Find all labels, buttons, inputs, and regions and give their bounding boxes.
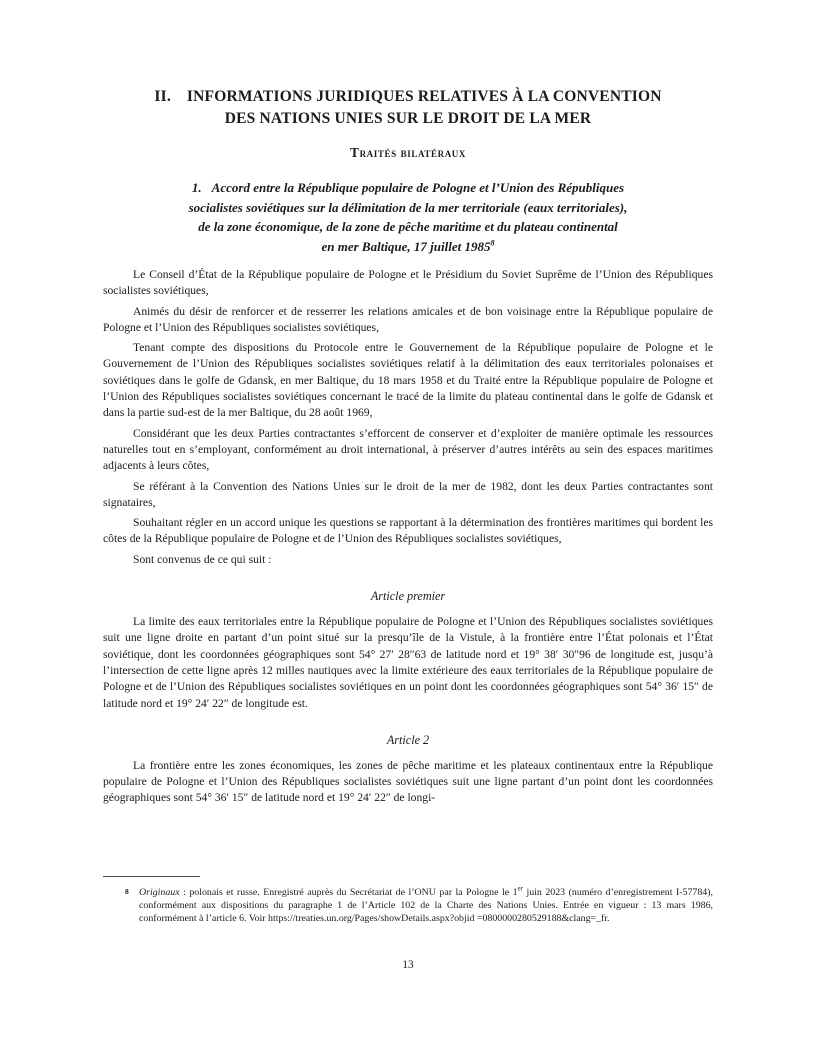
footnote <box>125 886 713 926</box>
document-title-line-1 <box>103 86 713 108</box>
article-2-paragraph: La frontière entre les zones économiques, les zones de pêche maritime et les plateaux continentaux entre la République populaire de Pologne et l’Union des Républiques socialistes soviétiques suit une ligne partant d’un point dont les coordonnées géographiques sont 54° 36′ 15″ de latitude nord et 19° 24′ 22″ de longi- <box>103 758 713 805</box>
treaty-number: 1. <box>191 180 202 195</box>
section-subtitle: Traités bilatéraux <box>349 145 467 160</box>
footnote-text-part-1: : polonais et russe. Enregistré auprès du Secrétariat de l’ONU par la Pologne le 1 <box>179 887 518 898</box>
article-1-heading: Article premier <box>370 589 446 604</box>
preamble-paragraph: Animés du désir de renforcer et de resserrer les relations amicales et de bon voisinage entre la République populaire de Pologne et l’Union des Républiques socialistes soviétiques, <box>103 304 713 334</box>
preamble-paragraph: Le Conseil d’État de la République populaire de Pologne et le Présidium du Soviet Suprême de l’Union des Républiques socialistes soviétiques, <box>103 268 713 298</box>
treaty-heading-line-1 <box>103 178 713 198</box>
preamble-paragraph: Sont convenus de ce qui suit : <box>133 552 272 566</box>
preamble-paragraph: Tenant compte des dispositions du Protocole entre le Gouvernement de la République populaire de Pologne et le Gouvernement de l’Union des Républiques socialistes soviétiques relatif à la délimitation des eaux territoriales polonaises et soviétiques dans le golfe de Gdansk, en mer Baltique, du 18 mars 1958 et du Traité entre la République populaire de Pologne et l’Union des Républiques socialistes soviétiques concernant le tracé de la limite du plateau continental dans le golfe de Gdansk et dans la partie sud-est de la mer Baltique, du 28 août 1969, <box>103 341 713 420</box>
footnote-area <box>103 876 713 926</box>
preamble-paragraph: Considérant que les deux Parties contractantes s’efforcent de conserver et d’exploiter de manière optimale les ressources naturelles tout en s’employant, conformément au droit international, à préserver d’autres intérêts au sein des espaces maritimes adjacents à leurs côtes, <box>103 426 713 473</box>
footnote-text <box>139 886 713 926</box>
article-2-heading: Article 2 <box>386 732 430 747</box>
title-text-line-1: INFORMATIONS JURIDIQUES RELATIVES À LA CONVENTION <box>186 88 662 105</box>
treaty-heading-line-3: de la zone économique, de la zone de pêche maritime et du plateau continental <box>198 219 618 234</box>
page-number: 13 <box>402 959 414 971</box>
document-title <box>103 86 713 130</box>
treaty-heading <box>103 178 713 256</box>
treaty-heading-text-4: en mer Baltique, 17 juillet 1985 <box>321 238 491 254</box>
treaty-heading-text-1: Accord entre la République populaire de Pologne et l’Union des Républiques <box>211 180 625 195</box>
footnote-date-superscript: er <box>517 884 523 893</box>
treaty-heading-line-2: socialistes soviétiques sur la délimitation de la mer territoriale (eaux territoriales), <box>188 199 628 215</box>
article-1-paragraph: La limite des eaux territoriales entre la République populaire de Pologne et l’Union des Républiques socialistes soviétiques suit une ligne droite en partant d’un point situé sur la presqu’île de la Vistule, à la frontière entre l’État polonais et l’État soviétique, dont les coordonnées géographiques sont 54° 27′ 28″63 de latitude nord et 19° 38′ 30″96 de longitude est, jusqu’à l’intersection de cette ligne après 12 milles nautiques avec la limite extérieure des eaux territoriales de la République populaire de Pologne et de l’Union des Républiques socialistes soviétiques en un point dont les coordonnées géographiques sont 54° 36′ 15″ de latitude nord et 19° 24′ 22″ de longitude est. <box>103 615 713 710</box>
footnote-reference-marker: 8 <box>490 238 495 248</box>
footnote-separator <box>103 876 200 877</box>
preamble-paragraph: Se référant à la Convention des Nations Unies sur le droit de la mer de 1982, dont les deux Parties contractantes sont signataires, <box>103 479 713 509</box>
footnote-origin-label: Originaux <box>139 887 180 898</box>
footnote-marker: 8 <box>125 887 129 896</box>
preamble-paragraph: Souhaitant régler en un accord unique les questions se rapportant à la détermination des frontières maritimes qui bordent les côtes de la République populaire de Pologne et de l’Union des Républiques socialistes soviétiques, <box>103 516 713 546</box>
footnote-text-part-2: juin 2023 (numéro d’enregistrement I-57784), conformément aux dispositions du paragraphe 1 de l’Article 102 de la Charte des Nations Unies. Entrée en vigueur : 13 mars 1986, conformément à l’article 6. Voir https://treaties.un.org/Pages/showDetails.aspx?objid =0800000280529188&clang=_fr. <box>139 887 713 925</box>
treaty-heading-line-4 <box>103 237 713 257</box>
document-title-line-2: DES NATIONS UNIES SUR LE DROIT DE LA MER <box>224 110 592 127</box>
section-number: II. <box>154 88 171 105</box>
